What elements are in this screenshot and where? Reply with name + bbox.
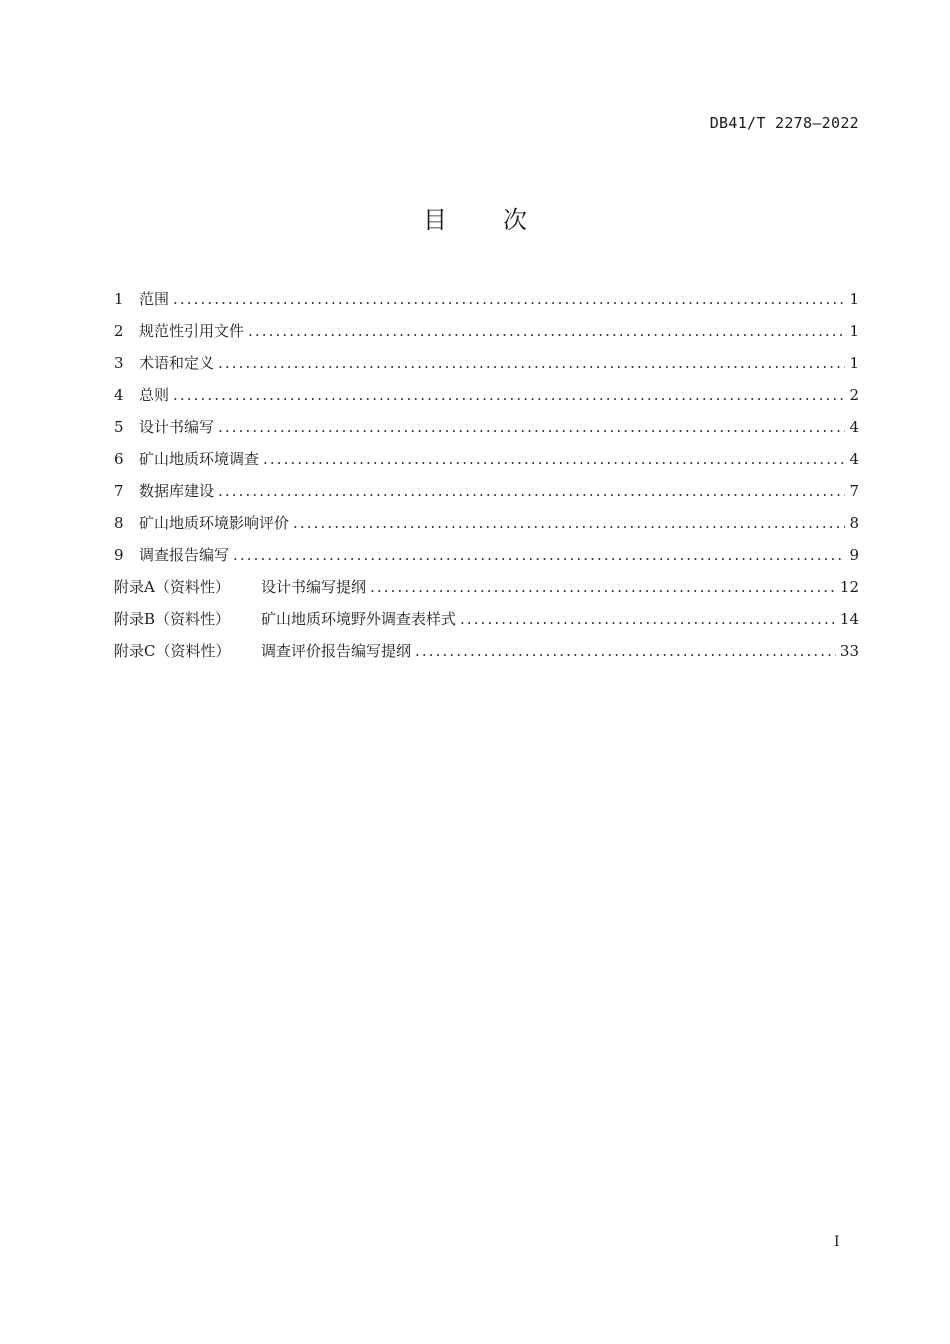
toc-entry-page: 1 [849,354,859,372]
toc-entry-appendix-b[interactable] [114,603,859,635]
toc-entry-number: 3 [114,354,124,372]
toc-entry-label: 调查评价报告编写提纲 [261,642,412,660]
toc-entry-3[interactable] [114,347,859,379]
toc-leader-dots [218,475,845,507]
toc-entry-label: 数据库建设 [139,482,215,500]
toc-entry-label: 矿山地质环境野外调查表样式 [261,610,457,628]
toc-entry-5[interactable] [114,411,859,443]
appendix-prefix: 附录B（资料性） [114,610,231,628]
toc-entry-label: 规范性引用文件 [139,322,245,340]
toc-leader-dots [218,411,845,443]
toc-entry-8[interactable] [114,507,859,539]
toc-leader-dots [263,443,845,475]
toc-entry-page: 1 [849,322,859,340]
toc-entry-page: 8 [849,514,859,532]
toc-entry-number: 5 [114,418,124,436]
toc-leader-dots [415,635,836,667]
toc-entry-label: 总则 [139,386,170,404]
toc-entry-label: 设计书编写提纲 [261,578,367,596]
toc-entry-number: 8 [114,514,124,532]
toc-leader-dots [370,571,836,603]
toc-entry-page: 1 [849,290,859,308]
toc-entry-number: 1 [114,290,124,308]
toc-entry-2[interactable] [114,315,859,347]
toc-entry-appendix-a[interactable] [114,571,859,603]
toc-entry-number: 9 [114,546,124,564]
toc-entry-label: 范围 [139,290,170,308]
page-title: 目次 [423,206,583,234]
toc-entry-1[interactable] [114,283,859,315]
toc-entry-label: 矿山地质环境调查 [139,450,260,468]
table-of-contents [114,283,859,667]
toc-leader-dots [460,603,836,635]
toc-entry-6[interactable] [114,443,859,475]
appendix-prefix: 附录C（资料性） [114,642,231,660]
toc-leader-dots [233,539,845,571]
toc-entry-page: 33 [839,642,859,660]
toc-entry-label: 术语和定义 [139,354,215,372]
toc-entry-7[interactable] [114,475,859,507]
toc-entry-number: 6 [114,450,124,468]
toc-entry-page: 14 [839,610,859,628]
toc-entry-number: 7 [114,482,124,500]
toc-entry-page: 9 [849,546,859,564]
toc-leader-dots [293,507,845,539]
toc-entry-label: 调查报告编写 [139,546,230,564]
appendix-prefix: 附录A（资料性） [114,578,230,596]
toc-entry-label: 矿山地质环境影响评价 [139,514,290,532]
toc-entry-label: 设计书编写 [139,418,215,436]
document-code: DB41/T 2278—2022 [709,114,859,132]
toc-entry-page: 2 [849,386,859,404]
toc-entry-9[interactable] [114,539,859,571]
toc-entry-page: 12 [839,578,859,596]
toc-entry-page: 4 [849,450,859,468]
toc-entry-number: 2 [114,322,124,340]
toc-leader-dots [173,283,845,315]
page-number: I [834,1234,840,1250]
toc-entry-number: 4 [114,386,124,404]
toc-entry-4[interactable] [114,379,859,411]
toc-leader-dots [248,315,845,347]
toc-leader-dots [218,347,845,379]
toc-entry-page: 7 [849,482,859,500]
toc-entry-appendix-c[interactable] [114,635,859,667]
toc-leader-dots [173,379,845,411]
toc-entry-page: 4 [849,418,859,436]
